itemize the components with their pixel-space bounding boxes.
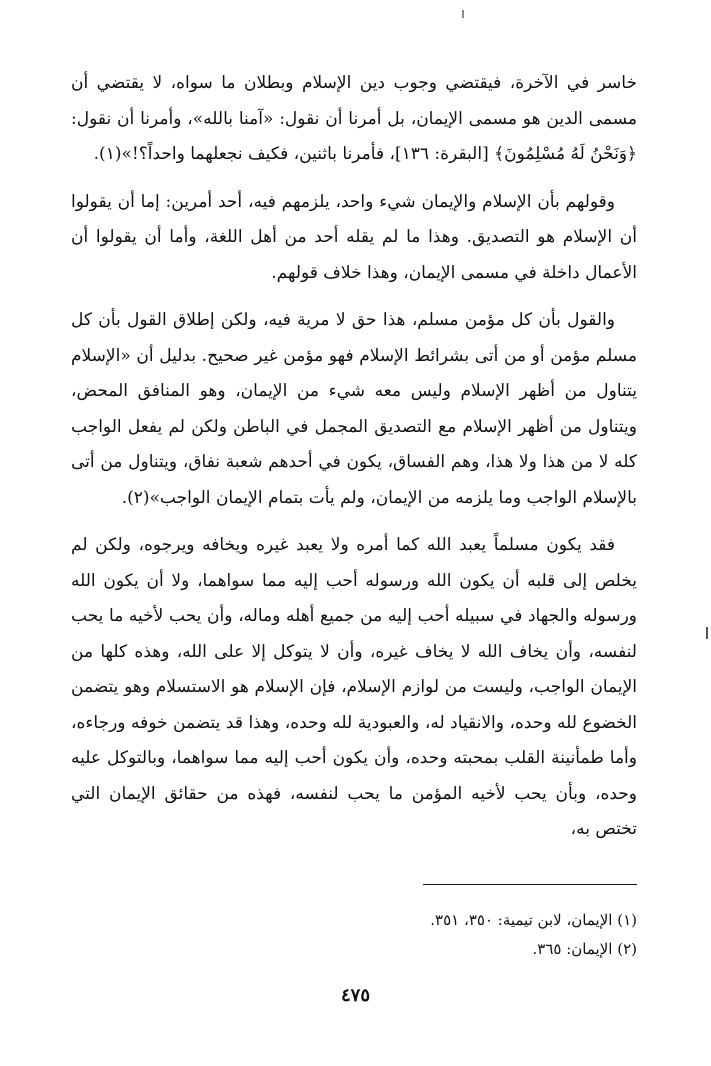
main-text [71,66,637,860]
paragraph-3: والقول بأن كل مؤمن مسلم، هذا حق لا مرية فيه، ولكن إطلاق القول بأن كل مسلم مؤمن أو من أتى بشرائط الإسلام فهو مؤمن غير صحيح. بدليل أن «الإسلام يتناول من أظهر الإسلام وليس معه شيء من الإيمان، وهو المنافق المحض، ويتناول من أظهر الإسلام مع التصديق المجمل في الباطن ولكن لم يفعل الواجب كله لا من هذا ولا هذا، وهم الفساق، يكون في أحدهم شعبة نفاق، ويتناول من أتى بالإسلام الواجب وما يلزمه من الإيمان، ولم يأت بتمام الإيمان الواجب»(٢). [71,310,637,508]
page-number: ٤٧٥ [340,985,370,1006]
footnotes [71,906,637,964]
footnote-separator [423,884,637,885]
footnote-1: (١) الإيمان، لابن تيمية: ٣٥٠، ٣٥١. [430,911,637,929]
scan-mark-edge [706,627,708,639]
paragraph-4: فقد يكون مسلماً يعبد الله كما أمره ولا يعبد غيره ويخافه ويرجوه، ولكن لم يخلص إلى قلبه أن يكون الله ورسوله أحب إليه مما سواهما، ولا أن يكون الله ورسوله والجهاد في سبيله أحب إليه من جميع أهله وماله، وأن يحب لأخيه ما يحب لنفسه، وأن يخاف الله لا يخاف غيره، وأن لا يتوكل إلا على الله، وهذه كلها من الإيمان الواجب، وليست من لوازم الإسلام، فإن الإسلام هو الاستسلام وهو يتضمن الخضوع لله وحده، والانقياد له، والعبودية لله وحده، وهذا قد يتضمن خوفه ورجاءه، وأما طمأنينة القلب بمحبته وحده، وأن يكون أحب إليه مما سواهما، وبالتوكل عليه وحده، وبأن يحب لأخيه المؤمن ما يحب لنفسه، فهذه من حقائق الإيمان التي تختص به، [71,535,637,839]
paragraph-1: خاسر في الآخرة، فيقتضي وجوب دين الإسلام وبطلان ما سواه، لا يقتضي أن مسمى الدين هو مسمى الإيمان، بل أمرنا أن نقول: «آمنا بالله»، وأمرنا أن نقول: ﴿وَنَحْنُ لَهُ مُسْلِمُونَ﴾ [البقرة: ١٣٦]، فأمرنا باثنين، فكيف نجعلهما واحداً؟!»(١). [71,73,637,164]
scan-mark [462,10,464,18]
footnote-2: (٢) الإيمان: ٣٦٥. [532,940,637,958]
paragraph-2: وقولهم بأن الإسلام والإيمان شيء واحد، يلزمهم فيه، أحد أمرين: إما أن يقولوا أن الإسلام هو التصديق. وهذا ما لم يقله أحد من أهل اللغة، وأما أن يقولوا أن الأعمال داخلة في مسمى الإيمان، وهذا خلاف قولهم. [71,191,637,283]
